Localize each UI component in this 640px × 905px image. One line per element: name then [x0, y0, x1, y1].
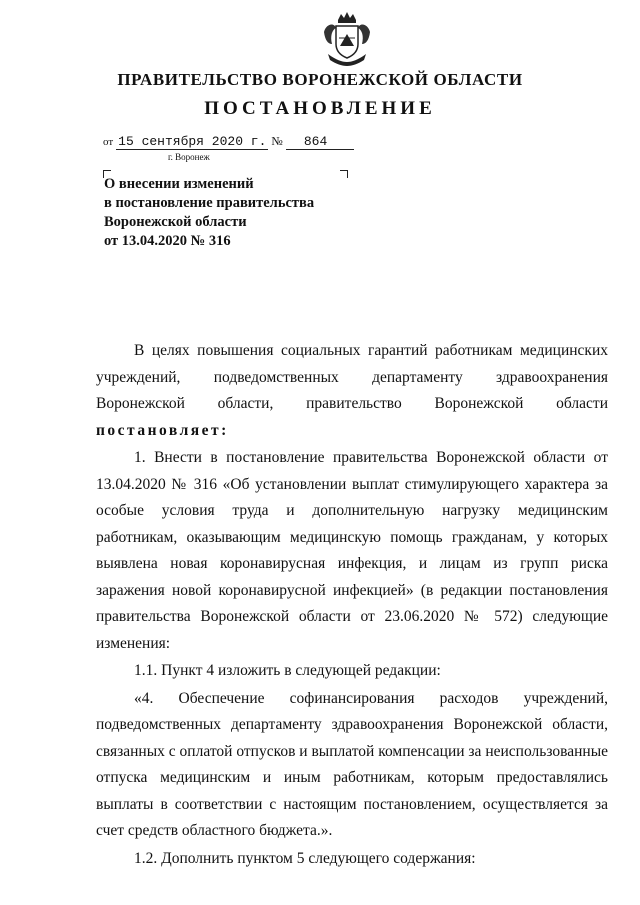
subject-line: от 13.04.2020 № 316 [104, 233, 231, 249]
date-number-line [103, 134, 354, 150]
body-paragraph: «4. Обеспечение софинансирования расходов учреждений, подведомственных департаменту здравоохранения Воронежской области, связанных с оплатой отпусков и выплатой компенсации за неиспользованные отпуска медицинским и иным работникам, которым предоставлялись выплаты в соответствии с настоящим постановлением, осуществляется за счет средств областного бюджета.». [96, 689, 608, 839]
subject-line: в постановление правительства [104, 195, 315, 211]
subject-line: О внесении изменений [104, 176, 254, 192]
government-title: ПРАВИТЕЛЬСТВО ВОРОНЕЖСКОЙ ОБЛАСТИ [117, 70, 523, 89]
subject-line: Воронежской области [104, 214, 247, 230]
coat-of-arms-icon [318, 10, 376, 68]
date-prefix: от [103, 136, 114, 148]
number-label: № [271, 134, 283, 148]
document-date: 15 сентября 2020 г. [118, 134, 267, 149]
body-paragraph [96, 338, 608, 444]
decree-keyword: постановляет: [96, 421, 229, 439]
document-subject [104, 175, 314, 251]
city-label: г. Воронеж [168, 152, 210, 162]
preamble-text: В целях повышения социальных гарантий работникам медицинских учреждений, подведомственных департаменту здравоохранения Воронежской области, правительство Воронежской области [96, 342, 608, 412]
document-number: 864 [286, 134, 354, 150]
document-body [96, 338, 608, 873]
subject-corner-right [340, 170, 348, 178]
document-type: ПОСТАНОВЛЕНИЕ [204, 98, 436, 119]
body-paragraph: 1. Внести в постановление правительства Воронежской области от 13.04.2020 № 316 «Об установлении выплат стимулирующего характера за особые условия труда и дополнительную нагрузку медицинским работникам, оказывающим медицинскую помощь гражданам, у которых выявлена новая коронавирусная инфекция, и лицам из групп риска заражения новой коронавирусной инфекцией» (в редакции постановления правительства Воронежской области от 23.06.2020 № 572) следующие изменения: [96, 449, 608, 652]
body-paragraph: 1.1. Пункт 4 изложить в следующей редакции: [134, 662, 441, 679]
body-paragraph: 1.2. Дополнить пунктом 5 следующего содержания: [134, 849, 476, 867]
